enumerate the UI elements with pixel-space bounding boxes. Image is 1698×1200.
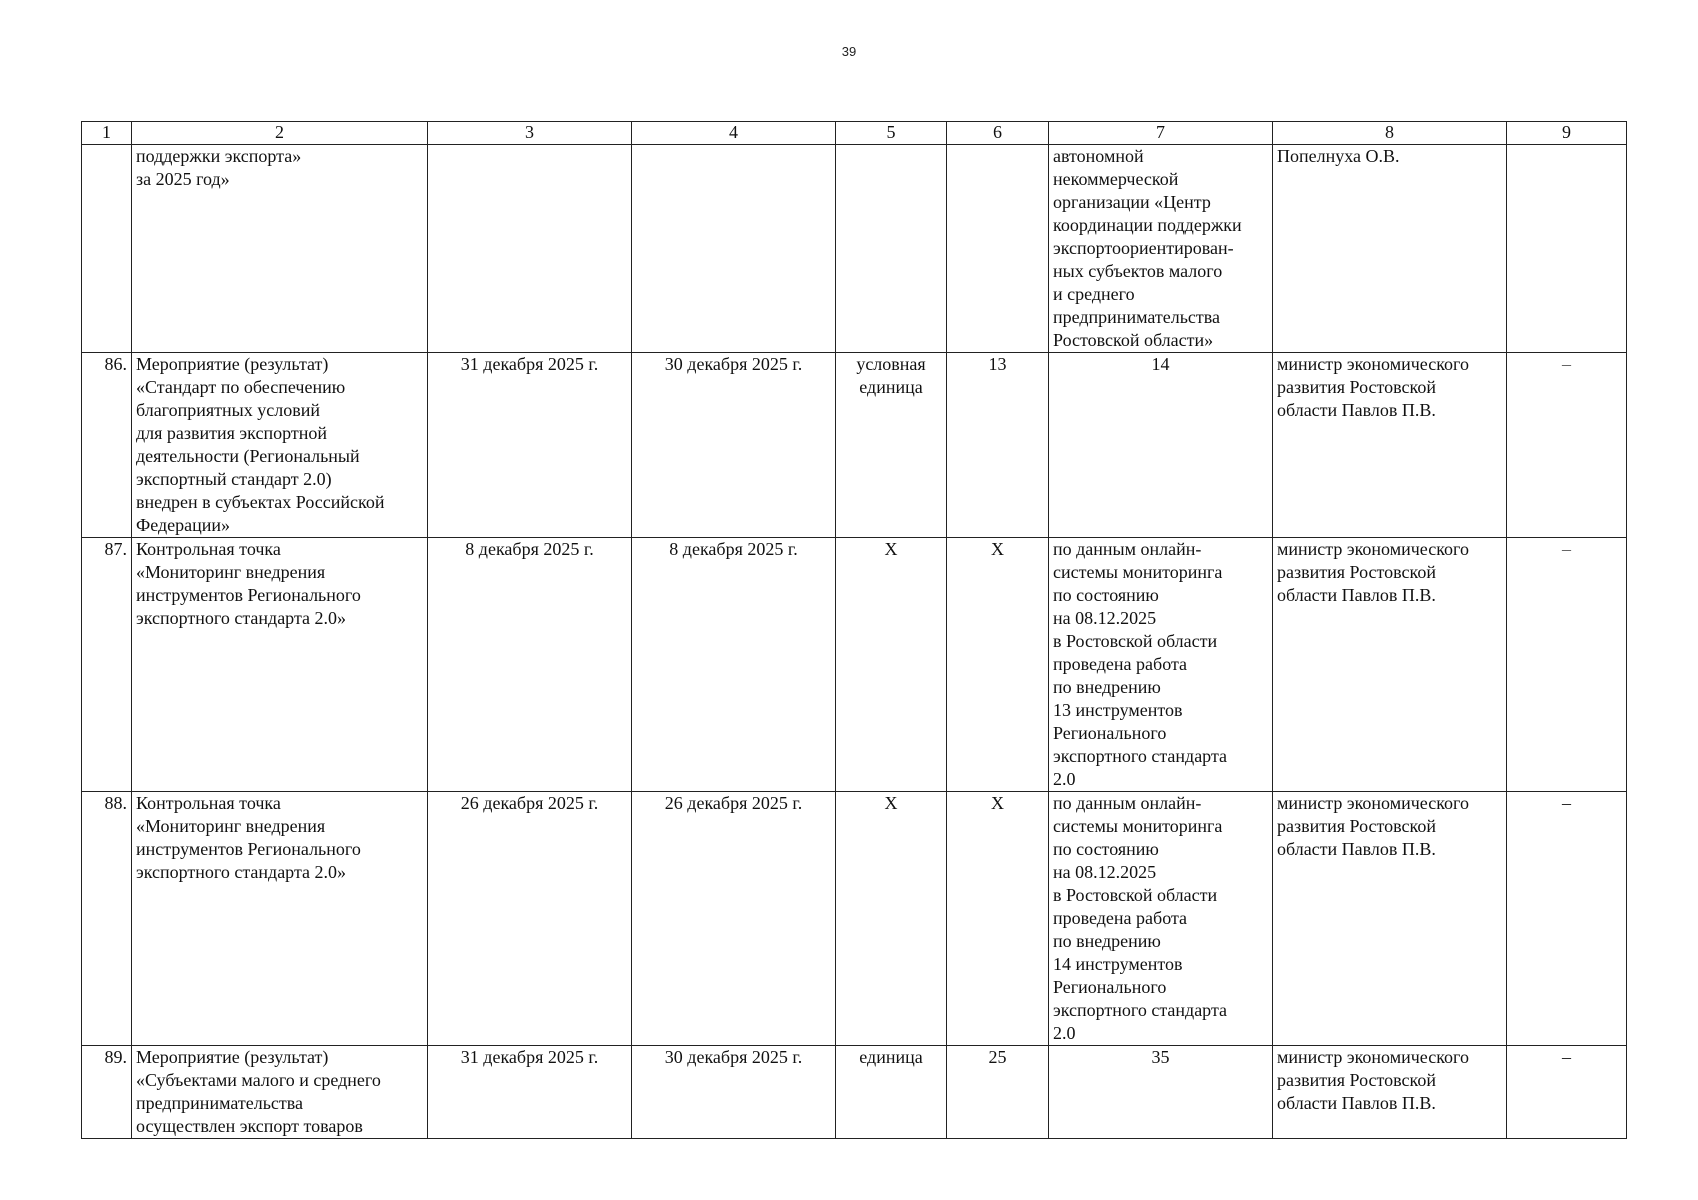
plan-value: 25 xyxy=(947,1046,1049,1139)
col-header-6: 6 xyxy=(947,122,1049,145)
note: – xyxy=(1507,1046,1627,1139)
responsible: министр экономического развития Ростовской области Павлов П.В. xyxy=(1273,792,1507,1046)
fact-date: 30 декабря 2025 г. xyxy=(632,1046,836,1139)
event-name: Контрольная точка «Мониторинг внедрения инструментов Регионального экспортного стандарта 2.0» xyxy=(132,538,428,792)
fact-date: 30 декабря 2025 г. xyxy=(632,353,836,538)
col-header-2: 2 xyxy=(132,122,428,145)
plan-value: X xyxy=(947,538,1049,792)
event-name: поддержки экспорта» за 2025 год» xyxy=(132,145,428,353)
fact-value: по данным онлайн- системы мониторинга по состоянию на 08.12.2025 в Ростовской области проведена работа по внедрению 13 инструментов Регионального экспортного стандарта 2.0 xyxy=(1049,538,1273,792)
table-row xyxy=(82,538,1627,792)
table-row xyxy=(82,1046,1627,1139)
unit: X xyxy=(836,792,947,1046)
note: – xyxy=(1507,538,1627,792)
table-row xyxy=(82,792,1627,1046)
table-row xyxy=(82,353,1627,538)
plan-value: X xyxy=(947,792,1049,1046)
note: – xyxy=(1507,792,1627,1046)
plan-date xyxy=(428,145,632,353)
col-header-9: 9 xyxy=(1507,122,1627,145)
plan-value: 13 xyxy=(947,353,1049,538)
responsible: министр экономического развития Ростовской области Павлов П.В. xyxy=(1273,353,1507,538)
row-number: 86. xyxy=(82,353,132,538)
col-header-1: 1 xyxy=(82,122,132,145)
col-header-7: 7 xyxy=(1049,122,1273,145)
col-header-3: 3 xyxy=(428,122,632,145)
fact-date xyxy=(632,145,836,353)
events-table xyxy=(81,121,1627,1139)
fact-value: 35 xyxy=(1049,1046,1273,1139)
table-row xyxy=(82,145,1627,353)
event-name: Контрольная точка «Мониторинг внедрения инструментов Регионального экспортного стандарта 2.0» xyxy=(132,792,428,1046)
plan-value xyxy=(947,145,1049,353)
unit: X xyxy=(836,538,947,792)
page-number: 39 xyxy=(841,44,857,59)
row-number: 89. xyxy=(82,1046,132,1139)
responsible: Попелнуха О.В. xyxy=(1273,145,1507,353)
fact-value: по данным онлайн- системы мониторинга по состоянию на 08.12.2025 в Ростовской области проведена работа по внедрению 14 инструментов Регионального экспортного стандарта 2.0 xyxy=(1049,792,1273,1046)
event-name: Мероприятие (результат) «Субъектами малого и среднего предпринимательства осуществлен экспорт товаров xyxy=(132,1046,428,1139)
row-number xyxy=(82,145,132,353)
note xyxy=(1507,145,1627,353)
plan-date: 31 декабря 2025 г. xyxy=(428,1046,632,1139)
fact-value: 14 xyxy=(1049,353,1273,538)
col-header-4: 4 xyxy=(632,122,836,145)
fact-date: 26 декабря 2025 г. xyxy=(632,792,836,1046)
unit: единица xyxy=(836,1046,947,1139)
responsible: министр экономического развития Ростовской области Павлов П.В. xyxy=(1273,1046,1507,1139)
unit xyxy=(836,145,947,353)
row-number: 88. xyxy=(82,792,132,1046)
plan-date: 8 декабря 2025 г. xyxy=(428,538,632,792)
responsible: министр экономического развития Ростовской области Павлов П.В. xyxy=(1273,538,1507,792)
note: – xyxy=(1507,353,1627,538)
col-header-5: 5 xyxy=(836,122,947,145)
col-header-8: 8 xyxy=(1273,122,1507,145)
event-name: Мероприятие (результат) «Стандарт по обеспечению благоприятных условий для развития экспортной деятельности (Региональный экспортный стандарт 2.0) внедрен в субъектах Российской Федерации» xyxy=(132,353,428,538)
header-row xyxy=(82,122,1627,145)
unit: условная единица xyxy=(836,353,947,538)
plan-date: 26 декабря 2025 г. xyxy=(428,792,632,1046)
row-number: 87. xyxy=(82,538,132,792)
plan-date: 31 декабря 2025 г. xyxy=(428,353,632,538)
fact-value: автономной некоммерческой организации «Центр координации поддержки экспортоориентирован- ных субъектов малого и среднего предпринимательства Ростовской области» xyxy=(1049,145,1273,353)
fact-date: 8 декабря 2025 г. xyxy=(632,538,836,792)
